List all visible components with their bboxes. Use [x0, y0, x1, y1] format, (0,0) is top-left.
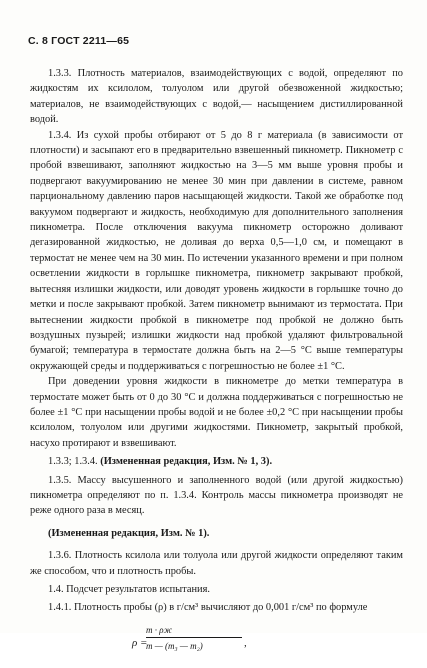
amendment-note-1-prefix: 1.3.3; 1.3.4.: [48, 456, 101, 468]
formula-numerator: m · ρж: [146, 624, 172, 635]
paragraph-1-4: 1.4. Подсчет результатов испытания.: [48, 584, 210, 595]
paragraph-1-3-6: 1.3.6. Плотность ксилола или толуола или другой жидкости определяют таким же способом, что и плотность пробы.: [30, 550, 403, 577]
density-formula: [30, 618, 403, 668]
page-header: С. 8 ГОСТ 2211—65: [28, 35, 130, 47]
paragraph-1-3-3: 1.3.3. Плотность материалов, взаимодействующих с водой, определяют по жидкостям их ксилолом, толуолом или другой обезвоженной жидкостью; материалов, не взаимодействующих с водой,— насыщением дистиллированной водой.: [30, 68, 403, 126]
paragraph-1-3-4: 1.3.4. Из сухой пробы отбирают от 5 до 8 г материала (в зависимости от плотности) и засыпают его в предварительно взвешенный пикнометр. Пикнометр с пробой взвешивают, заполняют жидкостью на 3—5 мм выше уровня пробы и подвергают вакуумированию не менее 30 мин при давлении в системе, равном парциональному давлению паров насыщающей жидкости. Такой же обработке под вакуумом подвергают и жидкость, необходимую для дополнительного заполнения пикнометра. После отключения вакуума пикнометр осторожно доливают дегазированной жидкостью, не доливая до верха 0,5—1,0 см, и помещают в термостат не менее чем на 30 мин. По истечении указанного времени и при полном осветлении жидкости в горлышке пикнометра, пикнометр закрывают пробкой, вытесняя излишки жидкости, или доводят уровень жидкости в горлышке точно до метки и после закрывают пробкой. Затем пикнометр вынимают из термостата. При вытеснении жидкости пробкой в пикнометре под пробкой не должно быть воздушных пузырей; излишки жидкости над пробкой удаляют фильтровальной бумагой; температура в термостате должна быть на 2—5 °С выше температуры окружающей среды и поддерживаться с погрешностью не более ±1 °С.: [30, 129, 403, 372]
paragraph-1-4-1: 1.4.1. Плотность пробы (ρ) в г/см³ вычисляют до 0,001 г/см³ по формуле: [48, 602, 368, 614]
paragraph-leveling: При доведении уровня жидкости в пикнометре до метки температура в термостате может быть от 0 до 30 °С и должна поддерживаться с погрешностью не более ±1 °С при насыщении пробы водой и не более ±0,2 °С при насыщении пробы ксилолом, толуолом или другими жидкостями. Пикнометр, закрытый пробкой, насухо протирают и взвешивают.: [30, 376, 403, 449]
paragraph-1-3-5: 1.3.5. Массу высушенного и заполненного водой (или другой жидкостью) пикнометра определяют по п. 1.3.4. Контроль массы пикнометра производят не реже одного раза в месяц.: [30, 474, 403, 517]
formula-lhs: ρ =: [132, 636, 148, 649]
formula-fraction: [146, 624, 242, 652]
amendment-note-1-bold: (Измененная редакция, Изм. № 1, 3).: [100, 456, 273, 468]
amendment-note-2: (Измененная редакция, Изм. № 1).: [48, 527, 210, 539]
formula-comma: ,: [244, 636, 247, 649]
amendment-note-1: [30, 454, 403, 469]
document-body: [30, 66, 403, 668]
fraction-bar: [146, 637, 242, 638]
formula-denominator: m — (m₃ — m₂): [146, 640, 203, 651]
